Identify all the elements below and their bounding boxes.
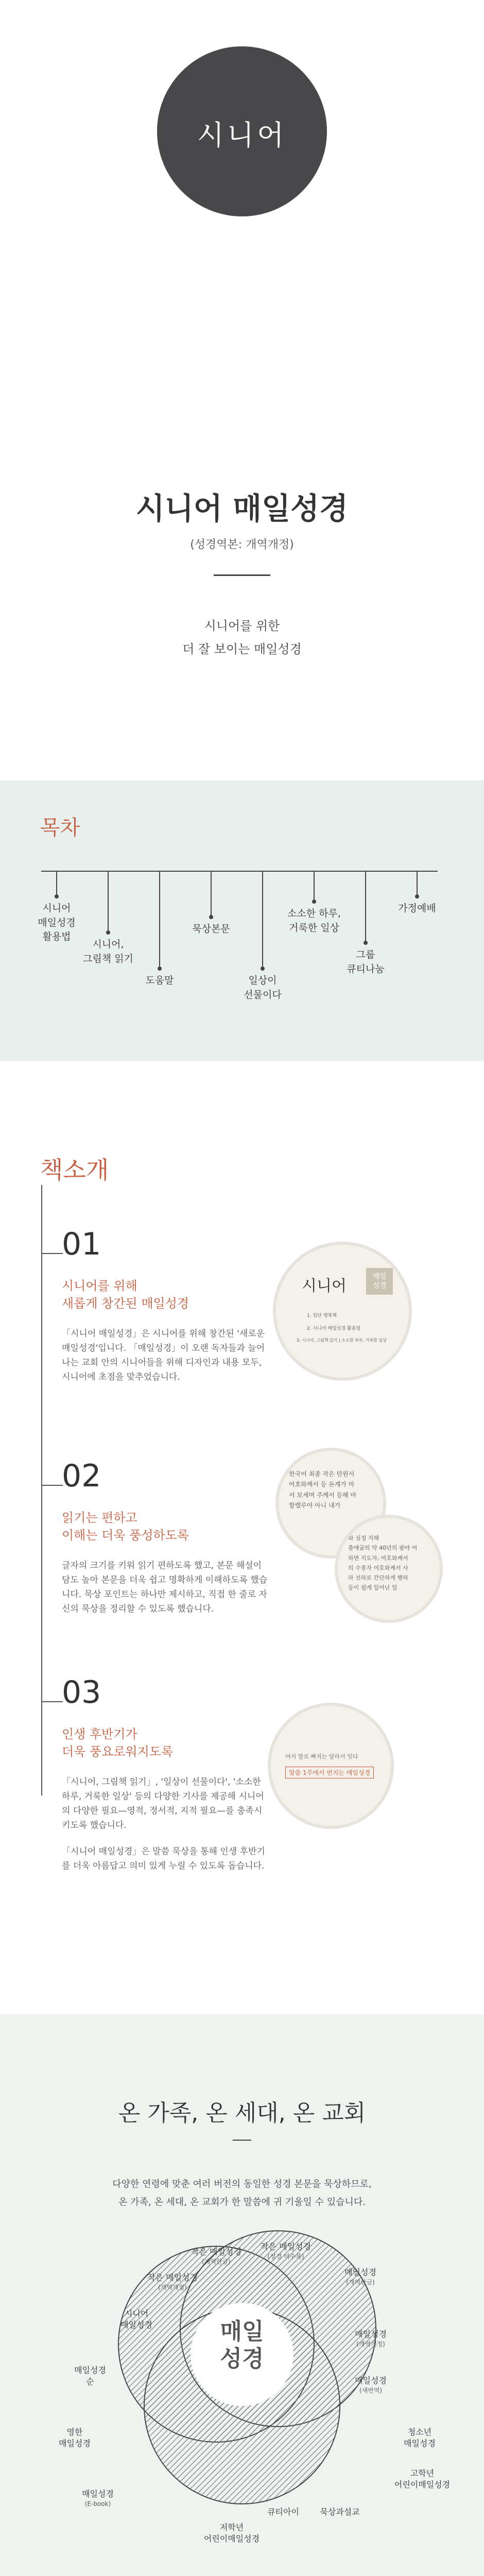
venn-label bbox=[335, 2375, 407, 2395]
venn-label-title: 작은 매일성경 bbox=[191, 2247, 241, 2257]
tagline-line-1: 시니어를 위한 bbox=[204, 619, 280, 633]
venn-label-title: 매일성경 bbox=[82, 2489, 114, 2499]
venn-label bbox=[54, 2365, 126, 2387]
venn-label bbox=[136, 2272, 209, 2292]
venn-label bbox=[196, 2522, 268, 2544]
preview-toc bbox=[273, 1242, 412, 1381]
logo-circle bbox=[157, 46, 327, 216]
toc-dot bbox=[364, 941, 368, 945]
venn-label-sub: (새번역) bbox=[359, 2386, 383, 2394]
preview-text-3-line1: 어서 말로 빠지는 달라서 잇다 bbox=[285, 1753, 358, 1760]
venn-center-label: 매일 성경 bbox=[220, 2318, 264, 2372]
family-section bbox=[0, 2014, 484, 2576]
toc-item-label: 그룹 큐티나눔 bbox=[347, 949, 385, 975]
toc-tick bbox=[314, 871, 315, 902]
toc-title: 목차 bbox=[40, 816, 80, 840]
venn-label-title: 매일성경 bbox=[355, 2376, 387, 2385]
venn-label-title: 작은 매일성경 bbox=[261, 2242, 311, 2251]
feature-bar bbox=[42, 1253, 63, 1254]
venn-label bbox=[384, 2427, 456, 2449]
preview-list-1: 2. 시니어 매일성경 활용법 bbox=[307, 1326, 361, 1331]
preview-text-2-body: 와 심정 지혜 출애굽의 약 40년의 광야 여 하면 지도자, 여호와께서 의 수종자 여호와께서 사 라 선하로 간단하게 행하 등이 쉽게 일어난 일 bbox=[348, 1535, 418, 1591]
preview-logo: 시니어 bbox=[302, 1277, 347, 1295]
family-desc-1: 다양한 연령에 맞춘 여러 버전의 동일한 성경 본문을 묵상하므로, bbox=[112, 2179, 372, 2190]
venn-label bbox=[180, 2246, 252, 2266]
venn-label-sub: (E-book) bbox=[84, 2500, 111, 2507]
venn-label-title: 청소년 매일성경 bbox=[404, 2427, 436, 2448]
toc-timeline bbox=[41, 871, 438, 872]
feature-bar bbox=[42, 1485, 63, 1486]
feature-number: 03 bbox=[62, 1674, 101, 1710]
feature-body: 「시니어, 그림책 읽기」, '일상이 선물이다', '소소한 하루, 거룩한 일상' 등의 다양한 기사를 제공해 시니어의 다양한 필요—영적, 정서적, 지적 필요—를 충족시키도록 했습니다. bbox=[62, 1777, 264, 1831]
intro-timeline bbox=[41, 1185, 42, 1795]
venn-label-sub: (개역개정) bbox=[356, 2340, 385, 2348]
toc-tick bbox=[262, 871, 263, 969]
venn-label-title: 작은 매일성경 bbox=[147, 2273, 198, 2282]
venn-label bbox=[324, 2267, 396, 2286]
toc-item-label: 소소한 하루, 거룩한 일상 bbox=[287, 908, 341, 934]
preview-list-0: 1. 일단 행복해 bbox=[307, 1313, 337, 1318]
preview-text-3-line2: 말씀 1주에서 번지는 매일성경 bbox=[285, 1767, 374, 1778]
venn-label-sub: (개역개정) bbox=[158, 2283, 187, 2291]
feature-heading: 인생 후반기가 더욱 풍요로워지도록 bbox=[62, 1727, 174, 1759]
venn-label bbox=[335, 2329, 407, 2348]
venn-label bbox=[304, 2506, 376, 2518]
venn-label-sub: (성경 미수록) bbox=[267, 2252, 304, 2260]
page-subtitle: (성경역본: 개역개정) bbox=[190, 538, 294, 551]
page-title: 시니어 매일성경 bbox=[135, 491, 349, 526]
venn-label bbox=[386, 2468, 458, 2490]
family-title: 온 가족, 온 세대, 온 교회 bbox=[118, 2100, 366, 2126]
toc-section bbox=[0, 781, 484, 1061]
preview-text-3 bbox=[268, 1703, 394, 1829]
toc-dot bbox=[261, 967, 265, 971]
feature-number: 02 bbox=[62, 1458, 101, 1494]
venn-label-sub: (개역한글) bbox=[202, 2258, 231, 2265]
toc-item-label: 가정예배 bbox=[398, 903, 436, 914]
venn-label-title: 매일성경 bbox=[344, 2267, 376, 2277]
toc-dot bbox=[106, 930, 110, 935]
toc-tick bbox=[108, 871, 109, 933]
venn-label-title: 매일성경 bbox=[355, 2329, 387, 2339]
venn-label-title: 저학년 어린이매일성경 bbox=[203, 2522, 260, 2544]
preview-text-1-body: 한국어 최종 작은 탄원서 여호와께서 등 돈계가 마 서 보세며 주께서 등해 바 할렐루야 아니 내가 bbox=[289, 1470, 357, 1510]
feature-heading: 시니어를 위해 새롭게 창간된 매일성경 bbox=[62, 1279, 189, 1311]
toc-item-label: 도움말 bbox=[145, 975, 174, 986]
toc-item-label: 묵상본문 bbox=[192, 923, 230, 935]
venn-label-title: 고학년 어린이매일성경 bbox=[394, 2468, 451, 2489]
toc-dot bbox=[415, 894, 419, 899]
venn-label-title: 묵상과설교 bbox=[320, 2507, 360, 2517]
venn-label bbox=[62, 2488, 134, 2508]
toc-tick bbox=[365, 871, 366, 943]
toc-item-label: 일상이 선물이다 bbox=[244, 975, 282, 1001]
logo-text: 시니어 bbox=[197, 119, 287, 151]
feature-body: 「시니어 매일성경」은 시니어를 위해 창간된 '새로운 매일성경'입니다. 「매일성경」이 오랜 독자들과 늘어나는 교회 안의 시니어들을 위해 디자인과 내용 모두, 시니어에 초점을 맞추었습니다. bbox=[62, 1329, 265, 1383]
venn-label-title: 매일성경 순 bbox=[74, 2365, 106, 2386]
venn-label-sub: (개역한글) bbox=[346, 2278, 375, 2286]
feature-body: 글자의 크기를 키워 읽기 편하도록 했고, 본문 해설이 담도 높아 본문을 더욱 쉽고 명확하게 이해하도록 했습니다. 묵상 포인트는 하나만 제시하고, 직접 한 줄로 자신의 묵상을 정리할 수 있도록 했습니다. bbox=[62, 1561, 268, 1615]
toc-tick bbox=[417, 871, 418, 896]
feature-heading: 읽기는 편하고 이해는 더욱 풍성하도록 bbox=[62, 1511, 189, 1543]
venn-label bbox=[250, 2241, 322, 2261]
venn-label bbox=[39, 2427, 111, 2449]
venn-label-title: 시니어 매일성경 bbox=[120, 2309, 152, 2330]
preview-list-2: 3. 시니어, 그림책 읽기 | 소소한 하루, 거룩한 일상 bbox=[297, 1338, 387, 1343]
venn-label-title: 큐티아이 bbox=[267, 2507, 299, 2517]
feature-number: 01 bbox=[62, 1226, 101, 1262]
toc-tick bbox=[56, 871, 57, 896]
venn-label-title: 영한 매일성경 bbox=[59, 2427, 91, 2448]
toc-tick bbox=[159, 871, 160, 969]
toc-dot bbox=[312, 900, 316, 904]
family-desc-2: 온 가족, 온 세대, 온 교회가 한 말씀에 귀 기울일 수 있습니다. bbox=[118, 2197, 366, 2208]
toc-dot bbox=[55, 894, 59, 899]
feature-bar bbox=[42, 1701, 63, 1702]
preview-text-2 bbox=[335, 1515, 443, 1623]
feature-body-2: 「시니어 매일성경」은 말씀 묵상을 통해 인생 후반기를 더욱 아름답고 의미 있게 누릴 수 있도록 돕습니다. bbox=[62, 1846, 265, 1872]
toc-dot bbox=[158, 967, 162, 971]
toc-item-label: 시니어, 그림책 읽기 bbox=[83, 939, 133, 964]
tagline-line-2: 더 잘 보이는 매일성경 bbox=[182, 642, 302, 656]
preview-badge: 매일 성경 bbox=[366, 1268, 393, 1295]
toc-tick bbox=[211, 871, 212, 917]
toc-dot bbox=[209, 915, 213, 919]
divider bbox=[214, 574, 270, 576]
venn-label bbox=[100, 2308, 172, 2330]
toc-item-label: 시니어 매일성경 활용법 bbox=[38, 903, 76, 943]
intro-title: 책소개 bbox=[40, 1156, 109, 1184]
